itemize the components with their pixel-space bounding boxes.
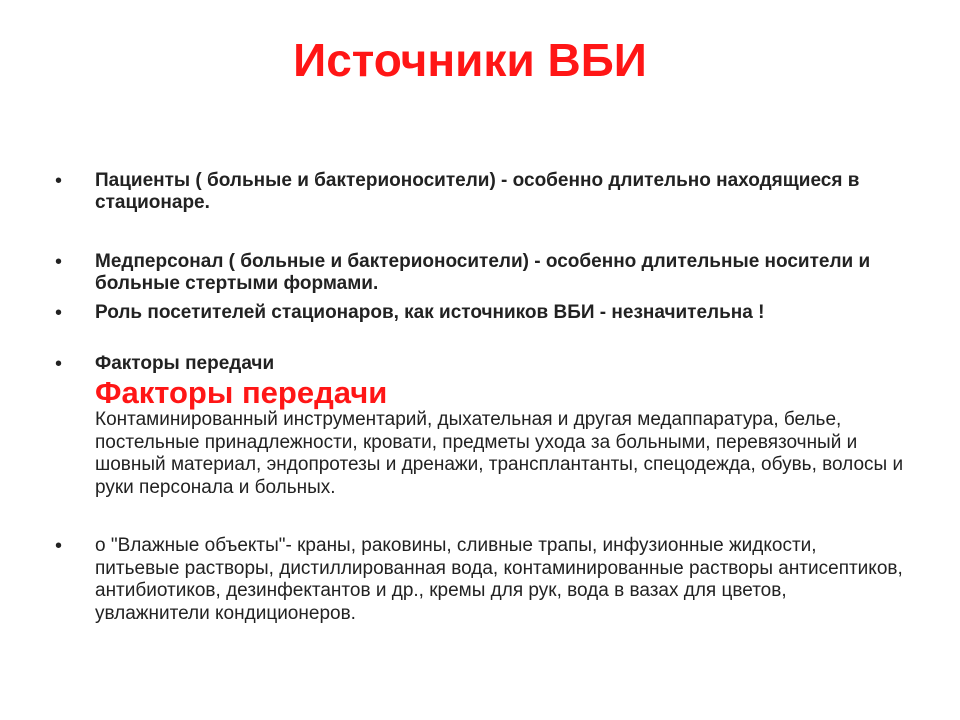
bullet-text: Факторы передачи [95,353,275,374]
bullet-dot: • [55,353,63,375]
bullet-dot: • [55,251,63,273]
bullet-dot: • [55,302,63,324]
bullet-dot: • [55,535,63,557]
section-subheading: Факторы передачи [95,375,388,410]
bullet-text-block [95,353,905,499]
slide-title: Источники ВБИ [293,34,647,86]
bullet-dot: • [55,170,63,192]
bullet-text: о "Влажные объекты"- краны, раковины, сливные трапы, инфузионные жидкости, питьевые растворы, дистиллированная вода, контаминированные растворы антисептиков, антибиотиков, дезинфектантов и др., кремы для рук, вода в вазах для цветов, увлажнители кондиционеров. [95,535,903,624]
bullet-text: Роль посетителей стационаров, как источников ВБИ - незначительна ! [95,302,765,323]
section-body: Контаминированный инструментарий, дыхательная и другая медаппаратура, белье, постельные принадлежности, кровати, предметы ухода за больными, перевязочный и шовный материал, эндопротезы и дренажи, трансплантанты, спецодежда, обувь, волосы и руки персонала и больных. [95,409,904,498]
bullet-text: Пациенты ( больные и бактерионосители) - особенно длительно находящиеся в стационаре. [95,170,860,213]
bullet-text: Медперсонал ( больные и бактерионосители) - особенно длительные носители и больные стертыми формами. [95,251,871,294]
